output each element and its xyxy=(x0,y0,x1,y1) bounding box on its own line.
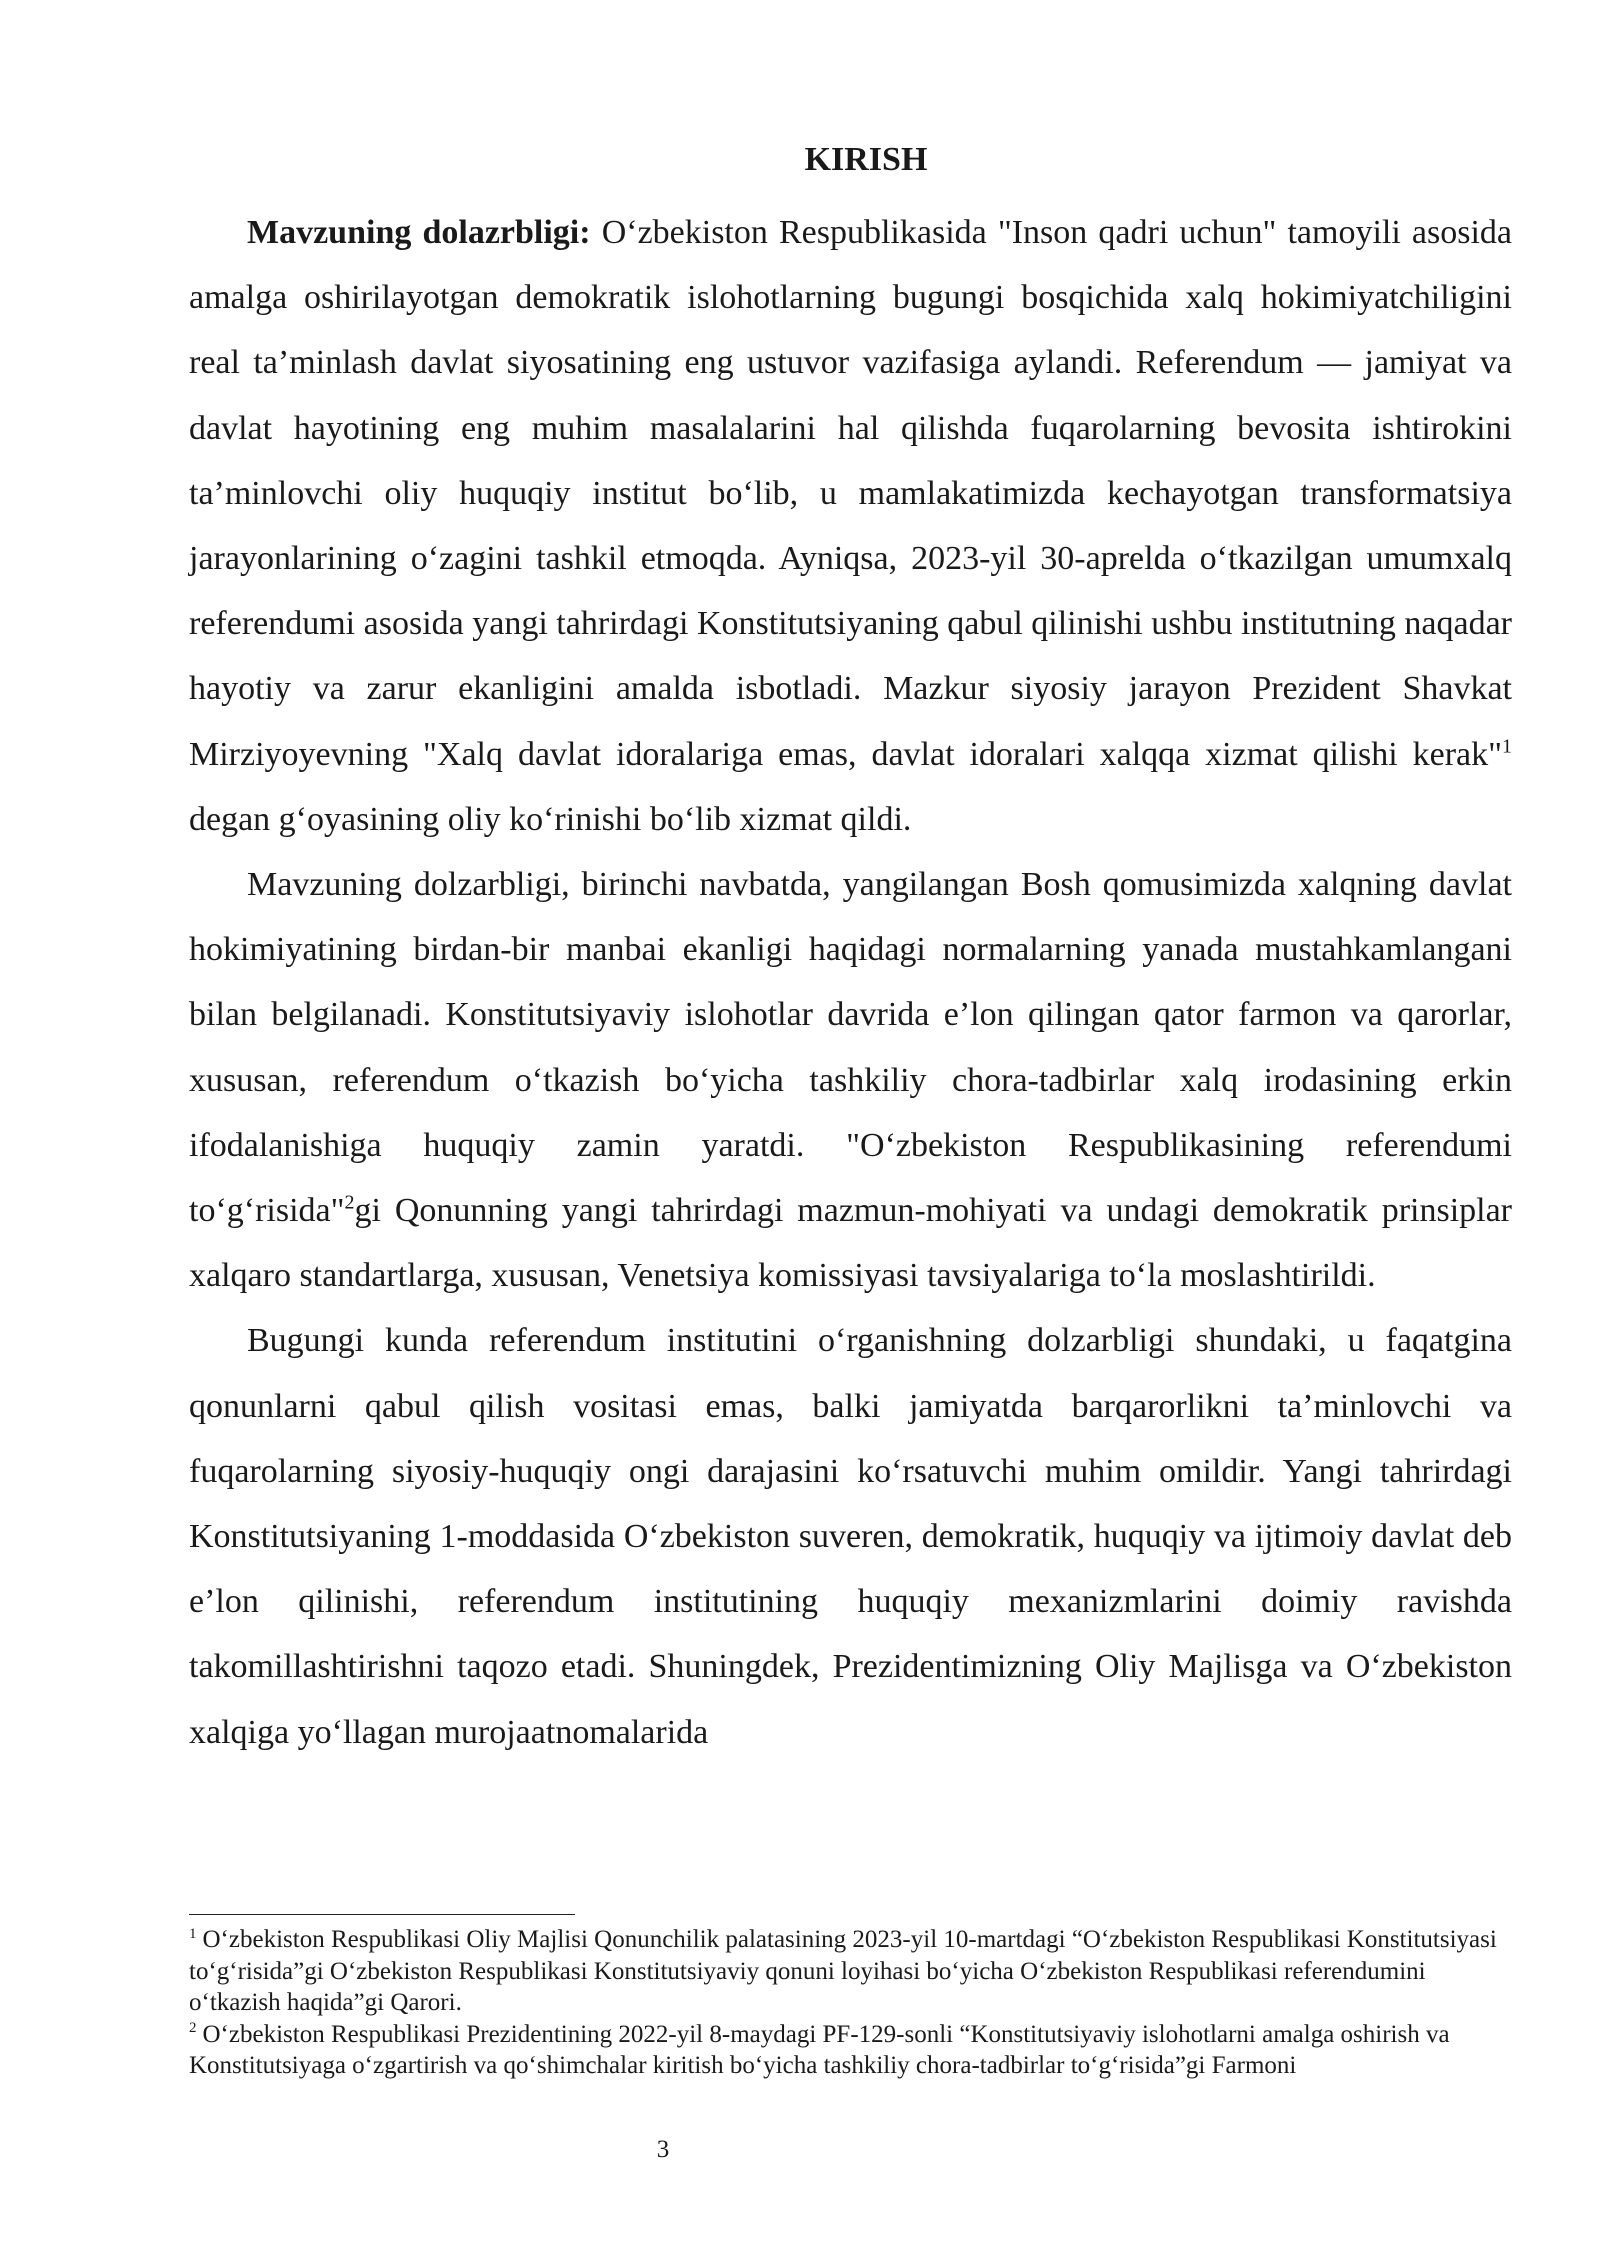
footnotes xyxy=(189,1924,1512,2082)
footnote-text: O‘zbekiston Respublikasi Oliy Majlisi Qonunchilik palatasining 2023-yil 10-martdagi “O‘zbekiston Respublikasi Konstitutsiyasi to‘g‘risida”gi O‘zbekiston Respublikasi Konstitutsiyaviy qonuni loyihasi bo‘yicha O‘zbekiston Respublikasi referendumini o‘tkazish haqida”gi Qarori. xyxy=(189,1926,1497,2016)
body-text xyxy=(189,200,1512,1765)
footnote-mark: 2 xyxy=(189,2020,197,2037)
paragraph-2 xyxy=(189,852,1512,1308)
footnote-ref-1[interactable]: 1 xyxy=(1502,735,1512,758)
paragraph-text: Bugungi kunda referendum institutini o‘rganishning dolzarbligi shundaki, u faqatgina qonunlarni qabul qilish vositasi emas, balki jamiyatda barqarorlikni ta’minlovchi va fuqarolarning siyosiy-huquqiy ongi darajasini ko‘rsatuvchi muhim omildir. Yangi tahrirdagi Konstitutsiyaning 1-moddasida O‘zbekiston suveren, demokratik, huquqiy va ijtimoiy davlat deb e’lon qilinishi, referendum institutining huquqiy mexanizmlarini doimiy ravishda takomillashtirishni taqozo etadi. Shuningdek, Prezidentimizning Oliy Majlisga va O‘zbekiston xalqiga yo‘llagan murojaatnomalarida xyxy=(189,1322,1512,1751)
paragraph-text: Mavzuning dolzarbligi, birinchi navbatda, yangilangan Bosh qomusimizda xalqning davlat hokimiyatining birdan-bir manbai ekanligi haqidagi normalarning yanada mustahkamlangani bilan belgilanadi. Konstitutsiyaviy islohotlar davrida e’lon qilingan qator farmon va qarorlar, xususan, referendum o‘tkazish bo‘yicha tashkiliy chora-tadbirlar xalq irodasining erkin ifodalanishiga huquqiy zamin yaratdi. "O‘zbekiston Respublikasining referendumi to‘g‘risida" xyxy=(189,866,1512,1230)
footnote-separator xyxy=(189,1914,575,1915)
paragraph-text: gi Qonunning yangi tahrirdagi mazmun-mohiyati va undagi demokratik prinsiplar xalqaro standartlarga, xususan, Venetsiya komissiyasi tavsiyalariga to‘la moslashtirildi. xyxy=(189,1192,1512,1295)
paragraph-lead: Mavzuning dolazrbligi: xyxy=(247,214,591,251)
paragraph-text: O‘zbekiston Respublikasida "Inson qadri uchun" tamoyili asosida amalga oshirilayotgan demokratik islohotlarning bugungi bosqichida xalq hokimiyatchiligini real ta’minlash davlat siyosatining eng ustuvor vazifasiga aylandi. Referendum — jamiyat va davlat hayotining eng muhim masalalarini hal qilishda fuqarolarning bevosita ishtirokini ta’minlovchi oliy huquqiy institut bo‘lib, u mamlakatimizda kechayotgan transformatsiya jarayonlarining o‘zagini tashkil etmoqda. Ayniqsa, 2023-yil 30-aprelda o‘tkazilgan umumxalq referendumi asosida yangi tahrirdagi Konstitutsiyaning qabul qilinishi ushbu institutning naqadar hayotiy va zarur ekanligini amalda isbotladi. Mazkur siyosiy jarayon Prezident Shavkat Mirziyoyevning "Xalq davlat idoralariga emas, davlat idoralari xalqqa xizmat qilishi kerak" xyxy=(189,214,1512,773)
footnote-mark: 1 xyxy=(189,1925,197,1942)
footnote-1 xyxy=(189,1924,1512,2019)
page-number: 3 xyxy=(656,2136,670,2163)
paragraph-3 xyxy=(189,1308,1512,1764)
footnote-2 xyxy=(189,2019,1512,2082)
paragraph-1 xyxy=(189,200,1512,852)
paragraph-text: degan g‘oyasining oliy ko‘rinishi bo‘lib xizmat qildi. xyxy=(189,800,912,838)
footnote-text: O‘zbekiston Respublikasi Prezidentining 2022-yil 8-maydagi PF-129-sonli “Konstitutsiyaviy islohotlarni amalga oshirish va Konstitutsiyaga o‘zgartirish va qo‘shimchalar kiritish bo‘yicha tashkiliy chora-tadbirlar to‘g‘risida”gi Farmoni xyxy=(189,2020,1450,2079)
footnote-ref-2[interactable]: 2 xyxy=(344,1191,355,1214)
page-title: KIRISH xyxy=(804,141,928,178)
